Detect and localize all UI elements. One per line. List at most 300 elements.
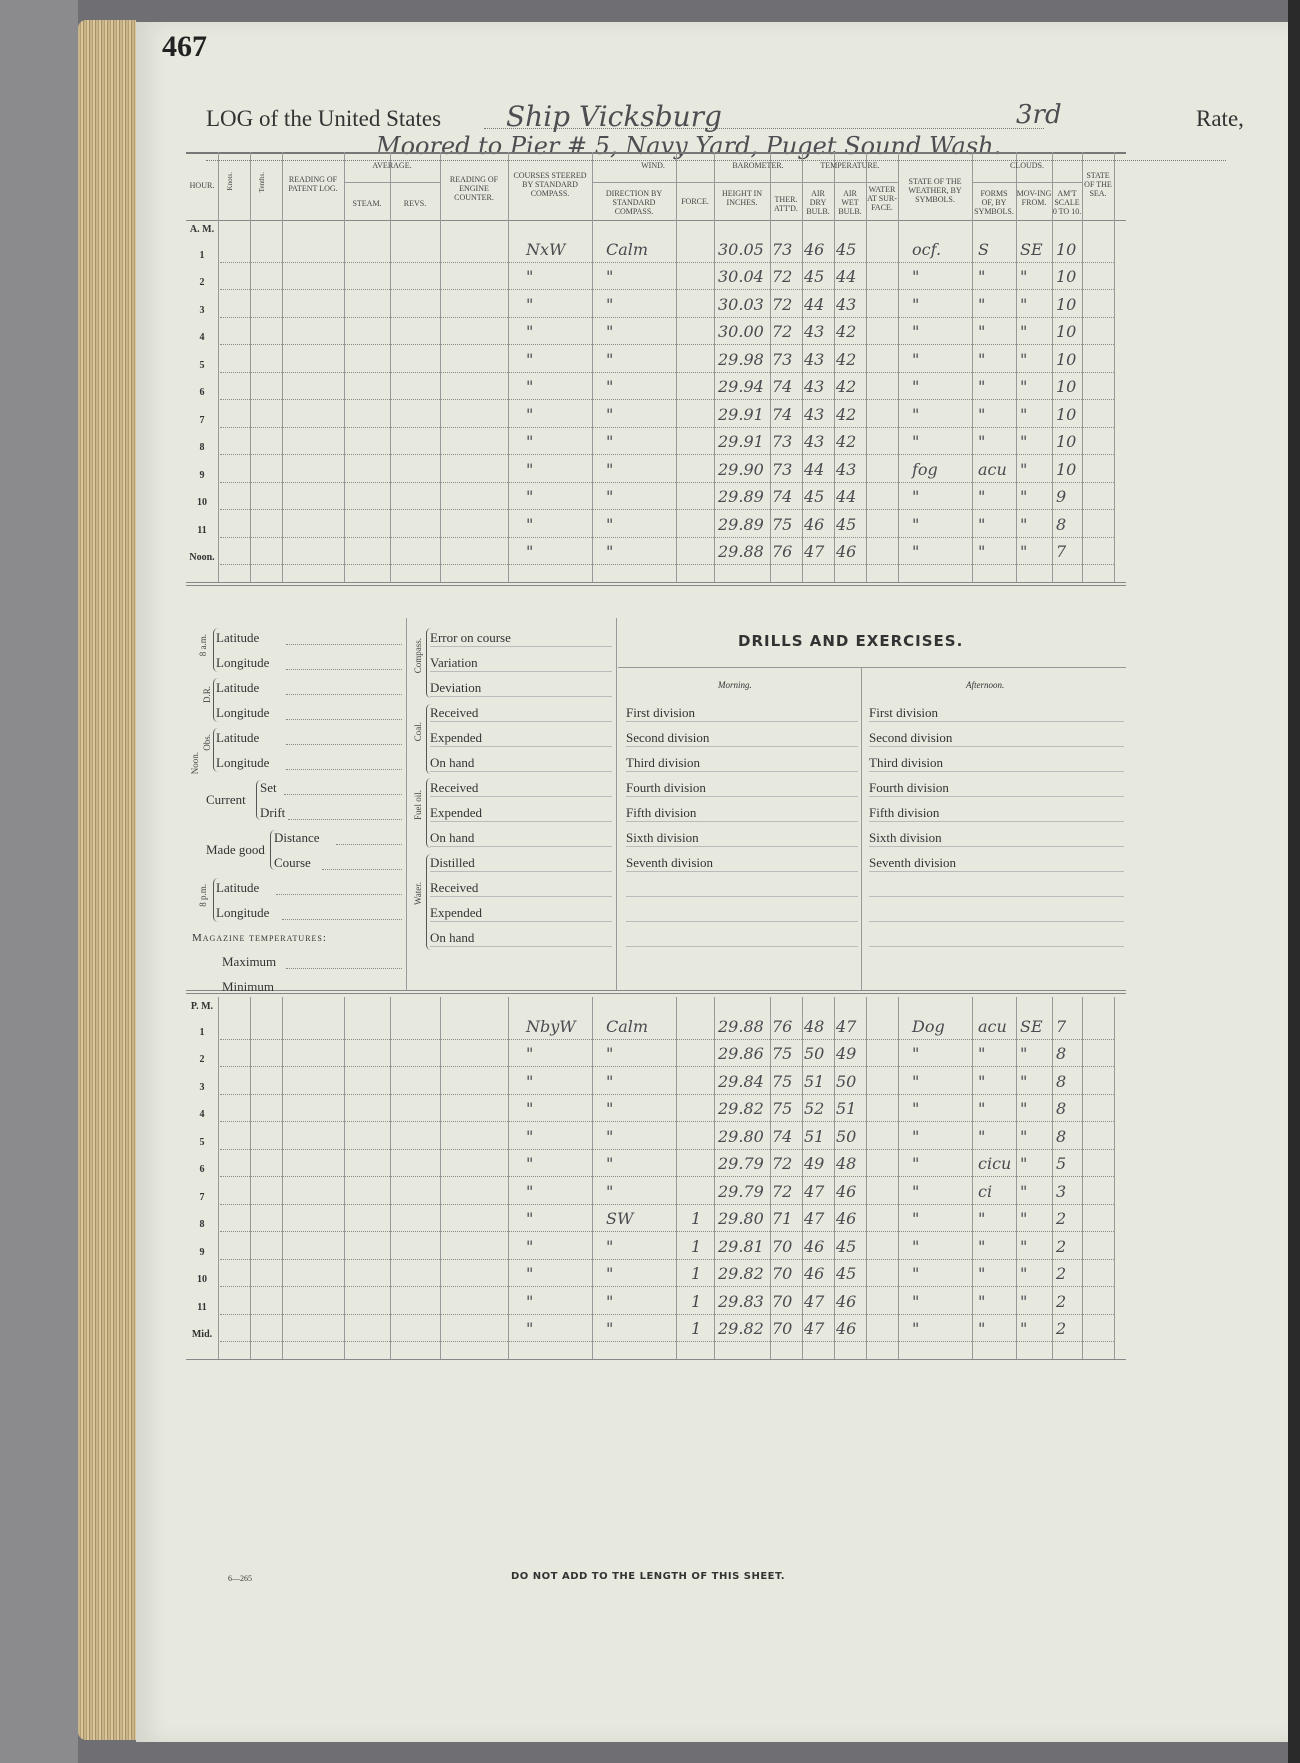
pm-cell-dir: " (606, 1099, 614, 1118)
course-line (322, 869, 402, 870)
minimum-line (282, 993, 402, 994)
compass-label-deviation: Deviation (430, 680, 482, 695)
drills-title-rule (618, 667, 1126, 668)
fuel-side-label: Fuel oil. (413, 790, 423, 821)
position-label-dr_latitude: Latitude (216, 680, 260, 695)
pm-cell-height: 29.82 (718, 1264, 764, 1283)
am-row-rule (220, 537, 1114, 538)
pm-row-rule (220, 1039, 1114, 1040)
compass-label-coal_on_hand: On hand (430, 755, 475, 770)
am-cell-dir: " (606, 432, 614, 451)
am-cell-wet: 43 (836, 459, 857, 479)
am-hour-label: 7 (199, 414, 205, 426)
pm-cell-moving: " (1020, 1319, 1028, 1338)
am-cell-weather: fog (912, 459, 938, 479)
am-col-divider (770, 220, 771, 582)
pm-cell-ther: 70 (772, 1264, 793, 1283)
book-page-edges (78, 20, 136, 1740)
header-col-divider (508, 152, 509, 220)
position-line-obs_latitude (286, 744, 402, 745)
pm-col-divider (440, 997, 441, 1359)
am-cell-amt: 10 (1056, 432, 1077, 451)
side-label-obs: Obs. (202, 734, 212, 751)
pm-cell-dry: 50 (804, 1044, 825, 1063)
brace-8am (213, 628, 218, 672)
pm-cell-dry: 47 (804, 1291, 825, 1311)
am-col-divider (1082, 220, 1083, 582)
pm-col-divider (250, 997, 251, 1359)
pm-cell-amt: 8 (1056, 1126, 1067, 1146)
pm-col-divider (770, 997, 771, 1359)
drills-blank-line (869, 921, 1124, 922)
pm-period-label: P. M. (190, 1001, 214, 1012)
pm-cell-weather: " (912, 1291, 920, 1311)
side-label-dr: D.R. (202, 686, 212, 704)
brace-dr (213, 678, 218, 722)
header-force: FORCE. (681, 197, 709, 206)
am-cell-ther: 74 (772, 377, 793, 396)
pm-cell-weather: " (912, 1126, 920, 1146)
pm-cell-dry: 47 (804, 1181, 825, 1201)
pm-cell-force: 1 (691, 1209, 702, 1228)
am-cell-course: NxW (526, 239, 566, 259)
pm-cell-ther: 75 (772, 1044, 793, 1063)
pm-cell-dry: 52 (804, 1099, 825, 1118)
am-hour-label: 6 (199, 387, 205, 398)
am-cell-height: 29.90 (718, 459, 764, 479)
pm-cell-weather: " (912, 1236, 920, 1256)
pm-cell-weather: " (912, 1319, 920, 1338)
am-cell-wet: 42 (836, 432, 857, 451)
pm-cell-ther: 72 (772, 1154, 793, 1173)
header-ther-attd: THER. ATT'D. (774, 195, 798, 213)
pm-cell-dir: SW (606, 1209, 634, 1228)
compass-label-water_on_hand: On hand (430, 930, 475, 945)
compass-line-error (430, 646, 612, 647)
am-col-divider (714, 220, 715, 582)
compass-line-variation (430, 671, 612, 672)
brace-fuel (426, 778, 431, 848)
header-col-divider (218, 152, 219, 220)
pm-longitude-label: Longitude (216, 905, 270, 920)
am-cell-amt: 10 (1056, 239, 1077, 259)
pm-cell-dry: 47 (804, 1319, 825, 1338)
rate-value: 3rd (1016, 100, 1062, 130)
compass-label-distilled: Distilled (430, 855, 475, 870)
pm-cell-amt: 8 (1056, 1044, 1067, 1063)
pm-latitude-line (276, 894, 402, 895)
am-cell-forms: " (978, 542, 986, 561)
pm-cell-moving: " (1020, 1209, 1028, 1228)
pm-cell-wet: 48 (836, 1154, 857, 1173)
am-cell-wet: 42 (836, 322, 857, 341)
pm-col-divider (344, 997, 345, 1359)
pm-cell-wet: 46 (836, 1209, 857, 1228)
morning-division-1: First division (626, 705, 695, 720)
am-cell-moving: " (1020, 294, 1028, 314)
position-line-obs_longitude (286, 769, 402, 770)
am-cell-dry: 45 (804, 267, 825, 286)
morning-division-4: Fourth division (626, 780, 706, 795)
rate-label: Rate, (1196, 106, 1244, 131)
position-line-dr_latitude (286, 694, 402, 695)
pm-col-divider (866, 997, 867, 1359)
drills-blank-line (626, 946, 858, 947)
am-cell-amt: 10 (1056, 459, 1077, 479)
am-cell-dir: " (606, 294, 614, 314)
compass-line-fuel_expended (430, 821, 612, 822)
am-cell-ther: 73 (772, 432, 793, 451)
am-cell-ther: 76 (772, 542, 793, 561)
header-bottom-rule (186, 220, 1126, 221)
am-cell-forms: " (978, 294, 986, 314)
pm-cell-ther: 70 (772, 1236, 793, 1256)
compass-line-distilled (430, 871, 612, 872)
pm-cell-forms: " (978, 1319, 986, 1338)
pm-cell-dir: " (606, 1291, 614, 1311)
afternoon-division-3: Third division (869, 755, 944, 770)
position-label-am_latitude: Latitude (216, 630, 260, 645)
compass-line-deviation (430, 696, 612, 697)
header-clouds: CLOUDS. (1009, 161, 1044, 170)
pm-cell-amt: 2 (1056, 1319, 1067, 1338)
side-label-8pm: 8 p.m. (198, 884, 208, 907)
am-cell-amt: 8 (1056, 514, 1067, 534)
brace-obs (213, 728, 218, 772)
am-cell-wet: 45 (836, 514, 857, 534)
am-hour-label: Noon. (189, 552, 215, 563)
am-cell-weather: " (912, 432, 920, 451)
compass-label-water_expended: Expended (430, 905, 482, 920)
am-cell-course: " (526, 514, 534, 534)
pm-col-divider (1016, 997, 1017, 1359)
pm-row-rule (220, 1259, 1114, 1260)
pm-cell-ther: 72 (772, 1181, 793, 1201)
morning-division-line (626, 721, 858, 722)
am-cell-height: 29.91 (718, 432, 764, 451)
pm-cell-dir: " (606, 1236, 614, 1256)
am-cell-height: 29.89 (718, 514, 764, 534)
am-cell-moving: " (1020, 487, 1028, 506)
am-col-divider (834, 220, 835, 582)
pm-cell-amt: 2 (1056, 1236, 1067, 1256)
position-line-am_longitude (286, 669, 402, 670)
brace-compass (426, 628, 431, 698)
brace-water (426, 854, 431, 950)
am-row-rule (220, 289, 1114, 290)
am-cell-forms: " (978, 514, 986, 534)
pm-cell-dry: 48 (804, 1016, 825, 1036)
pm-cell-forms: cicu (978, 1154, 1012, 1173)
am-cell-weather: " (912, 349, 920, 369)
compass-line-coal_received (430, 721, 612, 722)
am-cell-moving: " (1020, 459, 1028, 479)
coal-side-label: Coal. (413, 722, 423, 742)
header-air-dry: AIR DRY BULB. (806, 189, 830, 216)
pm-cell-dir: " (606, 1044, 614, 1063)
pm-cell-course: " (526, 1236, 534, 1256)
pm-cell-amt: 2 (1056, 1209, 1067, 1228)
header-col-divider (282, 152, 283, 220)
am-cell-ther: 73 (772, 349, 793, 369)
compass-line-coal_on_hand (430, 771, 612, 772)
am-cell-wet: 42 (836, 404, 857, 424)
am-cell-wet: 44 (836, 267, 857, 286)
compass-line-coal_expended (430, 746, 612, 747)
compass-label-fuel_expended: Expended (430, 805, 482, 820)
afternoon-division-line (869, 821, 1124, 822)
pm-col-divider (802, 997, 803, 1359)
am-cell-weather: " (912, 404, 920, 424)
pm-col-divider (592, 997, 593, 1359)
pm-cell-forms: " (978, 1291, 986, 1311)
pm-cell-wet: 45 (836, 1264, 857, 1283)
pm-cell-course: " (526, 1154, 534, 1173)
am-cell-dir: " (606, 514, 614, 534)
compass-line-fuel_on_hand (430, 846, 612, 847)
am-cell-weather: " (912, 487, 920, 506)
position-line-am_latitude (286, 644, 402, 645)
am-hour-label: 11 (197, 524, 207, 536)
pm-col-divider (1114, 997, 1115, 1359)
am-cell-course: " (526, 377, 534, 396)
am-cell-dry: 43 (804, 322, 825, 341)
am-cell-height: 29.91 (718, 404, 764, 424)
pm-cell-course: " (526, 1099, 534, 1118)
pm-cell-amt: 2 (1056, 1264, 1067, 1283)
drift-line (288, 819, 402, 820)
pm-cell-ther: 75 (772, 1099, 793, 1118)
am-cell-dry: 44 (804, 294, 825, 314)
pm-hour-label: 3 (199, 1081, 205, 1093)
am-hour-label: 2 (199, 277, 205, 288)
am-cell-course: " (526, 404, 534, 424)
am-row-rule (220, 482, 1114, 483)
pm-col-divider (508, 997, 509, 1359)
am-cell-course: " (526, 294, 534, 314)
header-tenths: Tenths. (258, 172, 266, 193)
header-forms: FORMS OF, BY SYMBOLS. (974, 189, 1014, 216)
afternoon-division-6: Sixth division (869, 830, 942, 845)
afternoon-division-line (869, 771, 1124, 772)
pm-cell-dir: Calm (606, 1016, 649, 1036)
pm-cell-wet: 51 (836, 1099, 857, 1118)
am-cell-ther: 73 (772, 239, 793, 259)
pm-cell-height: 29.79 (718, 1154, 764, 1173)
morning-division-6: Sixth division (626, 830, 699, 845)
am-cell-moving: " (1020, 322, 1028, 341)
am-cell-forms: " (978, 432, 986, 451)
am-col-divider (390, 220, 391, 582)
am-cell-height: 30.04 (718, 267, 764, 286)
pm-cell-wet: 50 (836, 1071, 857, 1091)
pm-cell-height: 29.80 (718, 1126, 764, 1146)
pm-cell-forms: " (978, 1126, 986, 1146)
form-code: 6—265 (228, 1574, 252, 1583)
course-label: Course (274, 855, 311, 870)
afternoon-division-5: Fifth division (869, 805, 940, 820)
am-hour-label: 4 (199, 332, 205, 343)
am-col-divider (344, 220, 345, 582)
am-cell-weather: " (912, 322, 920, 341)
morning-division-line (626, 796, 858, 797)
compass-line-water_expended (430, 921, 612, 922)
am-col-divider (1016, 220, 1017, 582)
pm-hour-label: 8 (199, 1219, 205, 1230)
am-cell-dry: 46 (804, 239, 825, 259)
header-col-divider (250, 152, 251, 220)
water-side-label: Water. (413, 882, 423, 906)
am-cell-height: 30.03 (718, 294, 764, 314)
pm-cell-forms: " (978, 1071, 986, 1091)
pm-cell-course: " (526, 1181, 534, 1201)
am-row-rule (220, 509, 1114, 510)
position-line-dr_longitude (286, 719, 402, 720)
am-cell-dir: Calm (606, 239, 649, 259)
compass-line-water_received (430, 896, 612, 897)
am-cell-wet: 42 (836, 377, 857, 396)
am-double-rule (186, 585, 1126, 586)
pm-row-rule (220, 1204, 1114, 1205)
compass-label-water_received: Received (430, 880, 479, 895)
pm-cell-weather: Dog (912, 1016, 945, 1036)
log-page (136, 22, 1288, 1742)
header-hour: HOUR. (189, 181, 215, 190)
pm-cell-force: 1 (691, 1319, 702, 1338)
brace-coal (426, 704, 431, 774)
am-cell-forms: " (978, 487, 986, 506)
am-cell-course: " (526, 459, 534, 479)
am-cell-course: " (526, 267, 534, 286)
header-engine-counter: READING OF ENGINE COUNTER. (449, 175, 499, 202)
pm-cell-forms: " (978, 1099, 986, 1118)
am-cell-wet: 46 (836, 542, 857, 561)
set-label: Set (260, 780, 277, 795)
header-col-divider (1114, 152, 1115, 220)
am-cell-height: 29.94 (718, 377, 764, 396)
pm-cell-height: 29.86 (718, 1044, 764, 1063)
am-row-rule (220, 262, 1114, 263)
pm-cell-weather: " (912, 1209, 920, 1228)
am-cell-wet: 42 (836, 349, 857, 369)
clouds-subrule (972, 182, 1082, 183)
pm-cell-height: 29.81 (718, 1236, 764, 1256)
am-cell-amt: 10 (1056, 404, 1077, 424)
pm-cell-weather: " (912, 1071, 920, 1091)
am-cell-moving: " (1020, 514, 1028, 534)
pm-cell-ther: 76 (772, 1016, 793, 1036)
magazine-label: Magazine temperatures: (192, 932, 327, 944)
am-cell-ther: 74 (772, 404, 793, 424)
pm-cell-course: " (526, 1126, 534, 1146)
am-hour-label: 1 (199, 249, 205, 261)
pm-cell-dry: 47 (804, 1209, 825, 1228)
pm-cell-amt: 2 (1056, 1291, 1067, 1311)
header-water: WATER AT SUR-FACE. (867, 185, 897, 212)
am-col-divider (250, 220, 251, 582)
pm-cell-height: 29.83 (718, 1291, 764, 1311)
header-weather: STATE OF THE WEATHER, BY SYMBOLS. (908, 177, 962, 204)
location: Moored to Pier # 5, Navy Yard, Puget Sound Wash. (376, 132, 1002, 160)
am-cell-course: " (526, 322, 534, 341)
am-cell-dir: " (606, 487, 614, 506)
am-col-divider (972, 220, 973, 582)
morning-division-3: Third division (626, 755, 701, 770)
am-cell-dry: 46 (804, 514, 825, 534)
pm-cell-height: 29.82 (718, 1319, 764, 1338)
pm-cell-forms: acu (978, 1016, 1007, 1036)
position-label-obs_longitude: Longitude (216, 755, 270, 770)
am-row-rule (220, 399, 1114, 400)
afternoon-division-2: Second division (869, 730, 953, 745)
am-col-divider (1052, 220, 1053, 582)
pm-row-rule (220, 1286, 1114, 1287)
am-cell-weather: " (912, 542, 920, 561)
am-bottom-rule (186, 582, 1126, 583)
header-knots: Knots. (226, 172, 234, 191)
am-cell-forms: acu (978, 459, 1007, 479)
side-label-8am: 8 a.m. (198, 634, 208, 657)
pm-cell-weather: " (912, 1044, 920, 1063)
am-hour-label: 5 (199, 359, 205, 371)
pm-cell-force: 1 (691, 1236, 702, 1256)
pm-row-rule (220, 1231, 1114, 1232)
header-steam: STEAM. (352, 199, 382, 208)
pm-cell-weather: " (912, 1099, 920, 1118)
morning-division-line (626, 871, 858, 872)
pm-cell-moving: " (1020, 1181, 1028, 1201)
temperature-subrule (802, 182, 898, 183)
am-cell-dir: " (606, 349, 614, 369)
am-cell-wet: 45 (836, 239, 857, 259)
pm-cell-course: NbyW (526, 1016, 576, 1036)
am-col-divider (282, 220, 283, 582)
header-wind: WIND. (641, 161, 665, 170)
pm-hour-label: 4 (199, 1109, 205, 1120)
am-row-rule (220, 372, 1114, 373)
pm-cell-weather: " (912, 1181, 920, 1201)
afternoon-division-1: First division (869, 705, 938, 720)
pm-cell-course: " (526, 1319, 534, 1338)
am-cell-course: " (526, 349, 534, 369)
pm-row-rule (220, 1094, 1114, 1095)
pm-latitude-label: Latitude (216, 880, 260, 895)
am-cell-ther: 72 (772, 267, 793, 286)
am-cell-amt: 10 (1056, 294, 1077, 314)
am-col-divider (592, 220, 593, 582)
compass-side-label: Compass. (413, 638, 423, 674)
afternoon-division-line (869, 796, 1124, 797)
am-cell-weather: " (912, 514, 920, 534)
distance-line (336, 844, 402, 845)
am-cell-dry: 43 (804, 404, 825, 424)
am-hour-label: 10 (197, 497, 207, 508)
am-cell-height: 29.98 (718, 349, 764, 369)
am-cell-height: 29.89 (718, 487, 764, 506)
am-cell-dry: 45 (804, 487, 825, 506)
location-line (206, 160, 1226, 161)
barometer-subrule (714, 182, 802, 183)
am-cell-ther: 72 (772, 322, 793, 341)
am-col-divider (440, 220, 441, 582)
pm-cell-amt: 8 (1056, 1099, 1067, 1118)
am-cell-course: " (526, 432, 534, 451)
am-cell-forms: " (978, 349, 986, 369)
pm-cell-ther: 74 (772, 1126, 793, 1146)
header-amt: AM'T SCALE 0 TO 10. (1052, 189, 1082, 216)
pm-cell-moving: SE (1020, 1016, 1043, 1036)
pm-hour-label: 10 (197, 1274, 207, 1285)
